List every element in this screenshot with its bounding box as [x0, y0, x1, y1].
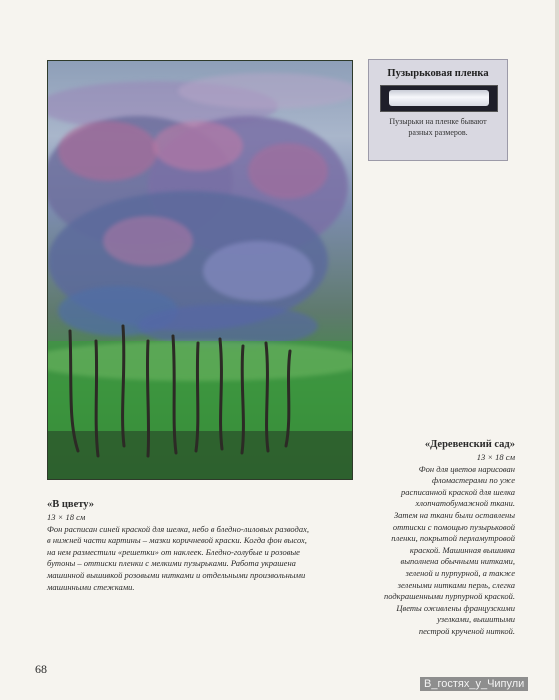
caption-line: узелками, вышитыми [437, 614, 515, 625]
artwork-photo [47, 60, 353, 480]
page-edge [555, 0, 559, 700]
caption-line: расписанной краской для шелка [401, 486, 515, 497]
caption-in-bloom [47, 498, 347, 593]
sidebar-title: Пузырьковая пленка [387, 68, 489, 79]
caption-line: на нем разместили «решетки» от наклеек. Бледно-голубые и розовые [47, 546, 300, 557]
caption-line: Фон расписан синей краской для шелка, небо в бледно-лиловых разводах, [47, 523, 309, 534]
caption-line: Затем на ткани были оставлены [393, 509, 515, 520]
caption-line: Фон для цветов нарисован [418, 463, 515, 474]
caption-line: машинными стежками. [47, 581, 135, 592]
bubble-wrap-film [389, 90, 489, 106]
caption-title: «Деревенский сад» [424, 439, 515, 450]
caption-line: хлопчатобумажной ткани. [415, 498, 515, 509]
sidebar-box [368, 59, 508, 161]
caption-line: зеленой и пурпурной, а также [405, 567, 515, 578]
caption-line: выполнена обычными нитками, [400, 556, 515, 567]
caption-body [47, 524, 347, 594]
caption-line: зелеными нитками перль, слегка [397, 579, 515, 590]
caption-line: бутоны – оттиски пленки с мелкими пузырьками. Работа украшена [47, 558, 296, 569]
bubble-wrap-photo [380, 85, 498, 112]
caption-line: фломастерами по уже [432, 475, 515, 486]
caption-line: в нижней части картины – мазки коричневой краски. Когда фон высох, [47, 535, 307, 546]
caption-line: машинной вышивкой розовыми нитками и отдельными произвольными [47, 569, 306, 580]
caption-line: оттиски с помощью пузырьковой [392, 521, 515, 532]
caption-line: пленки, покрытой перламутровой [391, 533, 515, 544]
caption-line: подкрашенными пурпурной краской. [383, 591, 515, 602]
caption-line: краской. Машинная вышивка [409, 544, 515, 555]
caption-size: 13 × 18 см [476, 452, 515, 462]
caption-village-garden [360, 438, 515, 638]
artwork-illustration [48, 61, 352, 479]
caption-size: 13 × 18 см [47, 512, 86, 522]
sidebar-caption [375, 116, 501, 138]
watermark: В_гостях_у_Чипули [420, 677, 528, 691]
sidebar-caption-line: разных размеров. [408, 128, 468, 137]
caption-title: «В цвету» [47, 499, 95, 510]
caption-line: Цветы оживлены французскими [396, 602, 515, 613]
caption-line: пестрой крученой ниткой. [418, 625, 515, 636]
sidebar-caption-line: Пузырьки на пленке бывают [389, 117, 487, 126]
caption-body [360, 464, 515, 638]
page-number: 68 [35, 662, 47, 676]
